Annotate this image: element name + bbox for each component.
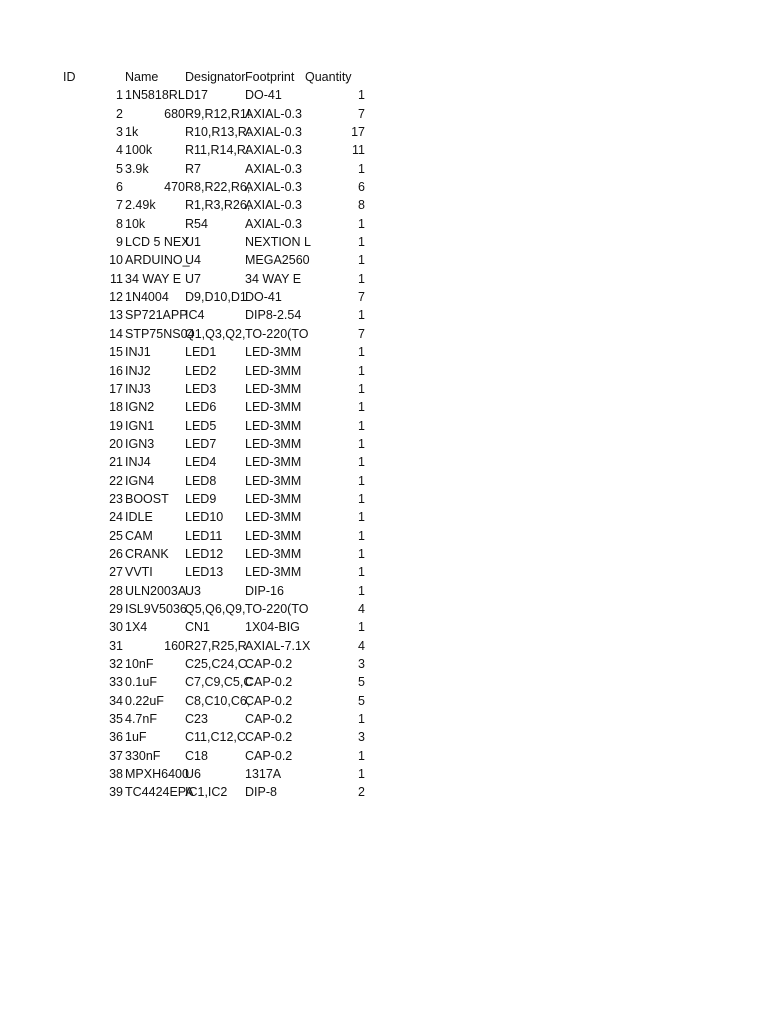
cell-id: 27 <box>109 565 123 580</box>
cell-designator: Q1,Q3,Q2, <box>185 326 246 341</box>
cell-name: INJ1 <box>125 345 151 360</box>
cell-name: 34 WAY E <box>125 271 182 286</box>
cell-name: 470 <box>164 180 185 195</box>
cell-id: 9 <box>116 235 123 250</box>
cell-designator: D17 <box>185 88 208 103</box>
cell-quantity: 3 <box>358 657 365 671</box>
cell-quantity: 1 <box>358 620 365 635</box>
cell-id: 14 <box>109 326 123 341</box>
cell-id: 28 <box>109 583 123 598</box>
cell-quantity: 5 <box>358 675 365 690</box>
cell-designator: R27,R25,R <box>185 638 247 653</box>
cell-quantity: 5 <box>358 693 365 708</box>
cell-id: 37 <box>109 748 123 763</box>
cell-name: 0.22uF <box>125 693 164 708</box>
cell-quantity: 1 <box>358 491 365 506</box>
cell-name: 3.9k <box>125 161 149 176</box>
cell-quantity: 1 <box>358 253 365 268</box>
cell-quantity: 1 <box>358 271 365 286</box>
cell-name: IGN2 <box>125 400 155 415</box>
cell-id: 13 <box>109 308 123 323</box>
cell-footprint: AXIAL-0.3 <box>245 106 302 121</box>
cell-id: 24 <box>109 510 123 525</box>
cell-footprint: AXIAL-7.1X <box>245 638 311 653</box>
cell-id: 3 <box>116 125 123 140</box>
cell-footprint: LED-3MM <box>245 345 302 360</box>
cell-quantity: 4 <box>358 638 365 653</box>
cell-footprint: AXIAL-0.3 <box>245 180 302 195</box>
cell-id: 38 <box>109 767 123 782</box>
cell-name: 1N4004 <box>125 290 169 305</box>
cell-designator: C8,C10,C6, <box>185 693 251 708</box>
cell-name: MPXH6400 <box>125 767 189 782</box>
cell-footprint: DIP-8 <box>245 785 277 800</box>
cell-quantity: 6 <box>358 180 365 195</box>
cell-id: 17 <box>109 381 123 396</box>
cell-designator: U7 <box>185 271 201 286</box>
cell-quantity: 1 <box>358 473 365 488</box>
cell-designator: U3 <box>185 583 201 598</box>
cell-id: 34 <box>109 693 123 708</box>
cell-footprint: DO-41 <box>245 290 282 305</box>
cell-id: 11 <box>110 271 123 286</box>
cell-designator: LED1 <box>185 345 217 360</box>
cell-name: 100k <box>125 143 153 158</box>
cell-designator: LED2 <box>185 363 217 378</box>
cell-name: IGN1 <box>125 418 155 433</box>
cell-id: 33 <box>109 675 123 690</box>
cell-designator: IC1,IC2 <box>185 785 228 800</box>
cell-quantity: 1 <box>358 455 365 470</box>
cell-footprint: AXIAL-0.3 <box>245 143 302 158</box>
cell-id: 7 <box>116 198 123 213</box>
cell-id: 35 <box>109 712 123 727</box>
cell-footprint: CAP-0.2 <box>245 730 293 745</box>
cell-footprint: AXIAL-0.3 <box>245 216 302 231</box>
cell-id: 4 <box>116 143 123 158</box>
cell-designator: LED5 <box>185 418 217 433</box>
cell-id: 20 <box>109 436 123 451</box>
cell-name: INJ4 <box>125 455 151 470</box>
cell-footprint: TO-220(TO <box>245 601 309 616</box>
cell-footprint: AXIAL-0.3 <box>245 198 302 213</box>
cell-id: 16 <box>109 363 123 378</box>
cell-name: INJ3 <box>125 381 151 396</box>
header-designator: Designator <box>185 70 246 84</box>
cell-id: 5 <box>116 161 123 176</box>
header-id: ID <box>63 70 76 84</box>
cell-id: 36 <box>109 730 123 745</box>
cell-quantity: 1 <box>358 436 365 451</box>
cell-quantity: 1 <box>358 345 365 360</box>
cell-designator: D9,D10,D1 <box>185 290 247 305</box>
cell-footprint: 1317A <box>245 767 282 782</box>
cell-id: 2 <box>116 106 123 121</box>
cell-footprint: LED-3MM <box>245 363 302 378</box>
cell-footprint: LED-3MM <box>245 546 302 561</box>
cell-footprint: CAP-0.2 <box>245 657 293 671</box>
cell-designator: LED8 <box>185 473 217 488</box>
cell-footprint: LED-3MM <box>245 418 302 433</box>
cell-footprint: 1X04-BIG <box>245 620 300 635</box>
cell-footprint: LED-3MM <box>245 473 302 488</box>
cell-designator: U6 <box>185 767 201 782</box>
cell-name: STP75NS04 <box>125 326 195 341</box>
cell-footprint: CAP-0.2 <box>245 748 293 763</box>
cell-designator: LED12 <box>185 546 224 561</box>
cell-name: 2.49k <box>125 198 156 213</box>
cell-quantity: 1 <box>358 748 365 763</box>
cell-designator: R9,R12,R1! <box>185 106 251 121</box>
cell-footprint: LED-3MM <box>245 510 302 525</box>
cell-name: IDLE <box>125 510 153 525</box>
cell-designator: Q5,Q6,Q9, <box>185 601 246 616</box>
cell-id: 29 <box>109 601 123 616</box>
cell-designator: R8,R22,R6, <box>185 180 251 195</box>
cell-name: 1k <box>125 125 139 140</box>
cell-footprint: LED-3MM <box>245 491 302 506</box>
cell-name: 4.7nF <box>125 712 157 727</box>
cell-designator: CN1 <box>185 620 211 635</box>
cell-name: VVTI <box>125 565 153 580</box>
cell-name: 0.1uF <box>125 675 157 690</box>
cell-designator: C25,C24,C <box>185 657 247 671</box>
cell-footprint: CAP-0.2 <box>245 712 293 727</box>
cell-name: 330nF <box>125 748 161 763</box>
cell-designator: R1,R3,R26, <box>185 198 251 213</box>
cell-quantity: 7 <box>358 106 365 121</box>
cell-designator: LED13 <box>185 565 224 580</box>
cell-footprint: AXIAL-0.3 <box>245 125 302 140</box>
cell-footprint: LED-3MM <box>245 381 302 396</box>
cell-id: 25 <box>109 528 123 543</box>
cell-footprint: CAP-0.2 <box>245 693 293 708</box>
cell-id: 10 <box>109 253 123 268</box>
header-footprint: Footprint <box>245 70 295 84</box>
cell-quantity: 3 <box>358 730 365 745</box>
cell-designator: C23 <box>185 712 208 727</box>
cell-id: 26 <box>109 546 123 561</box>
cell-quantity: 1 <box>358 767 365 782</box>
cell-name: 10k <box>125 216 146 231</box>
cell-name: 160 <box>164 638 185 653</box>
cell-quantity: 1 <box>358 418 365 433</box>
cell-designator: LED6 <box>185 400 217 415</box>
cell-quantity: 1 <box>358 510 365 525</box>
cell-id: 39 <box>109 785 123 800</box>
cell-designator: R7 <box>185 161 201 176</box>
cell-designator: C7,C9,C5,C <box>185 675 253 690</box>
cell-name: ARDUINO_ <box>125 253 190 268</box>
cell-designator: C11,C12,C <box>185 730 246 745</box>
cell-quantity: 7 <box>358 326 365 341</box>
cell-quantity: 1 <box>358 161 365 176</box>
cell-quantity: 4 <box>358 601 365 616</box>
cell-footprint: LED-3MM <box>245 455 302 470</box>
cell-name: SP721APP <box>125 308 188 323</box>
cell-name: IGN3 <box>125 436 155 451</box>
cell-name: BOOST <box>125 491 169 506</box>
cell-quantity: 1 <box>358 712 365 727</box>
cell-name: CAM <box>125 528 153 543</box>
cell-footprint: DO-41 <box>245 88 282 103</box>
cell-id: 15 <box>109 345 123 360</box>
cell-footprint: DIP-16 <box>245 583 284 598</box>
cell-name: INJ2 <box>125 363 151 378</box>
cell-designator: IC4 <box>185 308 205 323</box>
cell-designator: U4 <box>185 253 201 268</box>
cell-quantity: 1 <box>358 381 365 396</box>
cell-quantity: 8 <box>358 198 365 213</box>
cell-name: 1X4 <box>125 620 148 635</box>
cell-name: 10nF <box>125 657 154 671</box>
cell-quantity: 1 <box>358 546 365 561</box>
cell-id: 18 <box>109 400 123 415</box>
cell-quantity: 11 <box>352 143 365 158</box>
cell-quantity: 1 <box>358 308 365 323</box>
header-quantity: Quantity <box>305 70 352 84</box>
cell-footprint: LED-3MM <box>245 436 302 451</box>
cell-quantity: 1 <box>358 363 365 378</box>
cell-quantity: 7 <box>358 290 365 305</box>
cell-id: 32 <box>109 657 123 671</box>
cell-footprint: AXIAL-0.3 <box>245 161 302 176</box>
cell-designator: C18 <box>185 748 208 763</box>
cell-quantity: 2 <box>358 785 365 800</box>
cell-designator: R11,R14,R: <box>185 143 250 158</box>
header-name: Name <box>125 70 159 84</box>
cell-designator: R10,R13,R: <box>185 125 251 140</box>
cell-footprint: LED-3MM <box>245 565 302 580</box>
cell-id: 8 <box>116 216 123 231</box>
cell-designator: LED10 <box>185 510 224 525</box>
cell-name: IGN4 <box>125 473 155 488</box>
cell-designator: LED9 <box>185 491 217 506</box>
cell-footprint: MEGA2560 <box>245 253 310 268</box>
cell-quantity: 1 <box>358 400 365 415</box>
cell-quantity: 1 <box>358 528 365 543</box>
cell-quantity: 1 <box>358 235 365 250</box>
cell-designator: LED7 <box>185 436 217 451</box>
cell-designator: LED11 <box>185 528 223 543</box>
cell-quantity: 1 <box>358 216 365 231</box>
cell-footprint: LED-3MM <box>245 528 302 543</box>
cell-footprint: CAP-0.2 <box>245 675 293 690</box>
cell-id: 30 <box>109 620 123 635</box>
cell-name: 1uF <box>125 730 147 745</box>
cell-id: 6 <box>116 180 123 195</box>
cell-footprint: DIP8-2.54 <box>245 308 302 323</box>
cell-designator: LED3 <box>185 381 217 396</box>
cell-designator: R54 <box>185 216 208 231</box>
cell-footprint: 34 WAY E <box>245 271 302 286</box>
cell-designator: LED4 <box>185 455 217 470</box>
cell-quantity: 17 <box>351 125 365 140</box>
cell-name: CRANK <box>125 546 169 561</box>
cell-name: TC4424EPA <box>125 785 194 800</box>
cell-quantity: 1 <box>358 583 365 598</box>
cell-id: 1 <box>116 88 123 103</box>
cell-name: ULN2003A <box>125 583 187 598</box>
cell-footprint: LED-3MM <box>245 400 302 415</box>
cell-id: 22 <box>109 473 123 488</box>
cell-quantity: 1 <box>358 565 365 580</box>
cell-quantity: 1 <box>358 88 365 103</box>
cell-name: 680 <box>164 106 185 121</box>
cell-id: 19 <box>109 418 123 433</box>
cell-name: 1N5818RL <box>125 88 185 103</box>
cell-designator: U1 <box>185 235 201 250</box>
cell-footprint: TO-220(TO <box>245 326 309 341</box>
cell-name: LCD 5 NEX <box>125 235 190 250</box>
cell-footprint: NEXTION L <box>245 235 311 250</box>
cell-id: 31 <box>109 638 123 653</box>
cell-id: 23 <box>109 491 123 506</box>
cell-name: ISL9V5036 <box>125 601 187 616</box>
cell-id: 12 <box>109 290 123 305</box>
cell-id: 21 <box>109 455 123 470</box>
